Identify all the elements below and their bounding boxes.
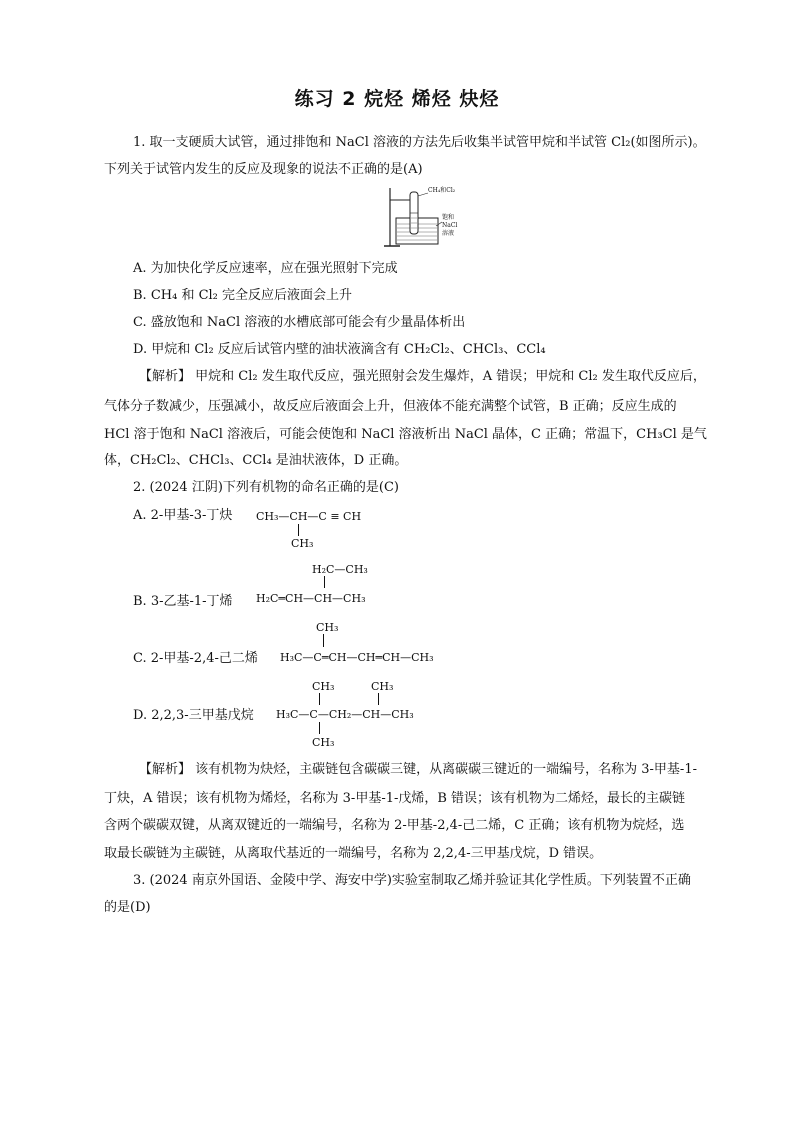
q2-option-b-ethyl: H₂C—CH₃ xyxy=(312,563,368,576)
figure-label-nacl: NaCl xyxy=(442,222,458,229)
q1-analysis-line3: HCl 溶于饱和 NaCl 溶液后，可能会使饱和 NaCl 溶液析出 NaCl 晶体，C 正确；常温下，CH₃Cl 是气 xyxy=(104,427,707,442)
q2-analysis-line3: 含两个碳碳双键，从离双键近的一端编号，名称为 2-甲基-2,4-己二烯，C 正确；该有机物为烷烃，选 xyxy=(104,818,685,833)
q1-stem-line2: 下列关于试管内发生的反应及现象的说法不正确的是(A) xyxy=(104,162,423,177)
q2-option-b-label: B. 3-乙基-1-丁烯 xyxy=(133,594,233,609)
q1-option-b: B. CH₄ 和 Cl₂ 完全反应后液面会上升 xyxy=(133,288,353,303)
page-title: 练习 2 烷烃 烯烃 炔烃 xyxy=(294,88,500,110)
q2-option-b-formula: H₂C═CH—CH—CH₃ xyxy=(256,592,366,605)
q2-option-d-methyl-1: CH₃ xyxy=(312,680,335,693)
gas-collection-figure xyxy=(382,186,464,250)
q2-option-a-bond xyxy=(298,524,299,536)
figure-label-gas: CH₄和Cl₂ xyxy=(428,187,456,194)
q1-analysis-line2: 气体分子数减少，压强减小，故反应后液面会上升，但液体不能充满整个试管，B 正确；反应生成的 xyxy=(104,399,677,414)
q2-option-c-formula: H₃C—C═CH—CH═CH—CH₃ xyxy=(280,651,434,664)
q2-option-d-bond-3 xyxy=(319,722,320,734)
q3-stem-line2: 的是(D) xyxy=(104,900,151,915)
q2-option-a-substituent: CH₃ xyxy=(291,537,314,550)
q2-analysis-line1: 【解析】 该有机物为炔烃，主碳链包含碳碳三键，从离碳碳三键近的一端编号，名称为 3-甲基-1- xyxy=(139,762,697,777)
q1-analysis-line1: 【解析】 甲烷和 Cl₂ 发生取代反应，强光照射会发生爆炸，A 错误；甲烷和 Cl₂ 发生取代反应后， xyxy=(139,369,706,384)
figure-label-solution: 溶液 xyxy=(442,230,455,237)
q1-analysis-line4: 体，CH₂Cl₂、CHCl₃、CCl₄ 是油状液体，D 正确。 xyxy=(104,453,408,468)
q2-option-d-label: D. 2,2,3-三甲基戊烷 xyxy=(133,708,254,723)
q2-option-a-label: A. 2-甲基-3-丁炔 xyxy=(133,508,233,523)
q2-option-d-methyl-2: CH₃ xyxy=(371,680,394,693)
q2-option-c-bond xyxy=(323,634,324,647)
q1-stem-line1: 1. 取一支硬质大试管，通过排饱和 NaCl 溶液的方法先后收集半试管甲烷和半试管 Cl₂(如图所示)。 xyxy=(133,135,706,150)
q2-option-b-bond xyxy=(324,576,325,588)
q2-option-c-methyl: CH₃ xyxy=(316,621,339,634)
q1-option-c: C. 盛放饱和 NaCl 溶液的水槽底部可能会有少量晶体析出 xyxy=(133,315,466,330)
q1-option-d: D. 甲烷和 Cl₂ 反应后试管内壁的油状液滴含有 CH₂Cl₂、CHCl₃、CCl₄ xyxy=(133,342,546,357)
q2-option-d-methyl-3: CH₃ xyxy=(312,736,335,749)
q2-stem: 2. (2024 江阴)下列有机物的命名正确的是(C) xyxy=(133,480,399,495)
q2-analysis-line4: 取最长碳链为主碳链，从离取代基近的一端编号，名称为 2,2,4-三甲基戊烷，D 错误。 xyxy=(104,846,603,861)
q2-option-d-formula: H₃C—C—CH₂—CH—CH₃ xyxy=(276,708,414,721)
q2-option-a-formula: CH₃—CH—C ≡ CH xyxy=(256,510,362,523)
q2-option-c-label: C. 2-甲基-2,4-己二烯 xyxy=(133,651,258,666)
q2-analysis-line2: 丁炔，A 错误；该有机物为烯烃，名称为 3-甲基-1-戊烯，B 错误；该有机物为二烯烃，最长的主碳链 xyxy=(104,791,686,806)
q2-option-d-bond-1 xyxy=(319,693,320,705)
q2-option-d-bond-2 xyxy=(378,693,379,705)
figure-label-saturated: 饱和 xyxy=(442,214,455,221)
q1-option-a: A. 为加快化学反应速率，应在强光照射下完成 xyxy=(133,261,398,276)
q3-stem-line1: 3. (2024 南京外国语、金陵中学、海安中学)实验室制取乙烯并验证其化学性质。下列装置不正确 xyxy=(133,873,691,888)
